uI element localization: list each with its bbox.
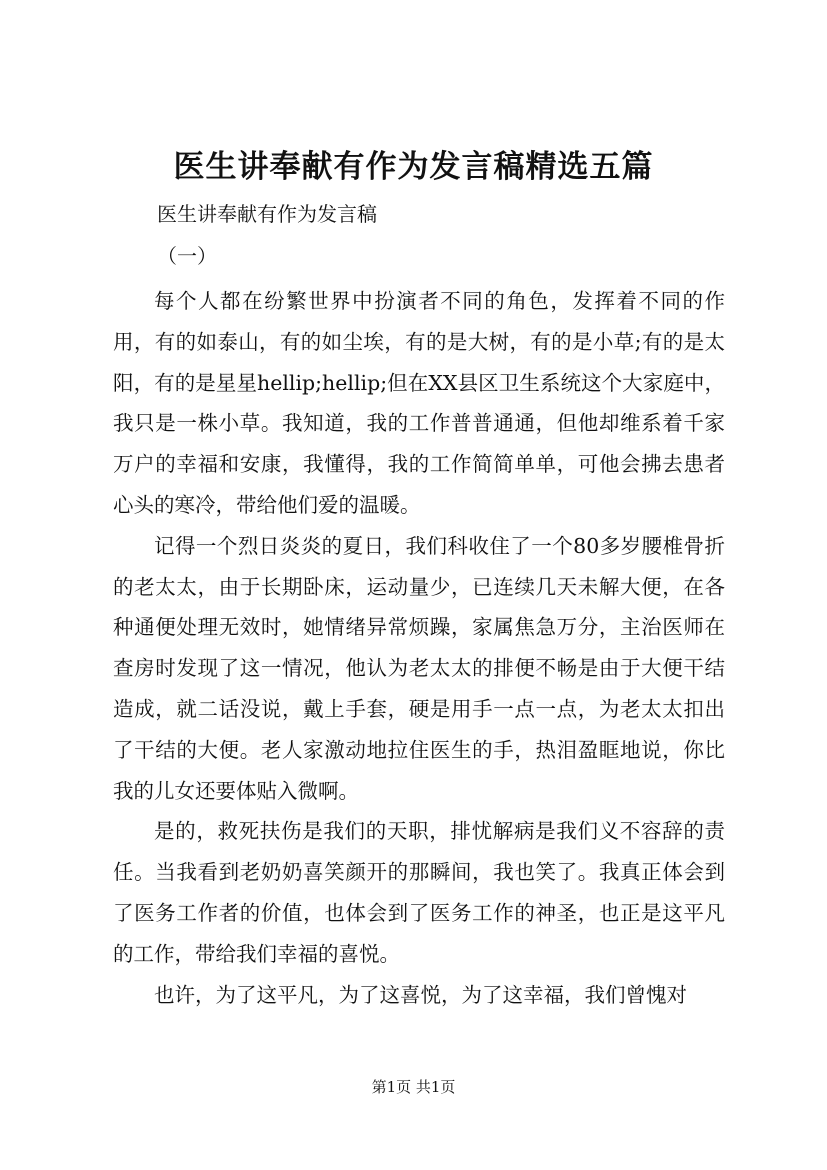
- paragraph: 每个人都在纷繁世界中扮演者不同的角色，发挥着不同的作用，有的如泰山，有的如尘埃，有的是大树，有的是小草;有的是太阳，有的是星星hellip;hellip;但在XX县区卫生系统这个大家庭中，我只是一株小草。我知道，我的工作普普通通，但他却维系着千家万户的幸福和安康，我懂得，我的工作简简单单，可他会拂去患者心头的寒冷，带给他们爱的温暖。: [113, 289, 725, 517]
- document-title: 医生讲奉献有作为发言稿精选五篇: [173, 149, 654, 185]
- page-footer: 第1页 共1页: [371, 1078, 456, 1096]
- document-subtitle: 医生讲奉献有作为发言稿: [157, 202, 377, 226]
- paragraph: 是的，救死扶伤是我们的天职，排忧解病是我们义不容辞的责任。当我看到老奶奶喜笑颜开的那瞬间，我也笑了。我真正体会到了医务工作者的价值，也体会到了医务工作的神圣，也正是这平凡的工作，带给我们幸福的喜悦。: [113, 819, 725, 966]
- paragraph: 也许，为了这平凡，为了这喜悦，为了这幸福，我们曾愧对: [154, 982, 687, 1007]
- document-body: [113, 281, 725, 1015]
- part-label: （一）: [157, 244, 217, 268]
- paragraph: 记得一个烈日炎炎的夏日，我们科收住了一个80多岁腰椎骨折的老太太，由于长期卧床，运动量少，已连续几天未解大便，在各种通便处理无效时，她情绪异常烦躁，家属焦急万分，主治医师在查房时发现了这一情况，他认为老太太的排便不畅是由于大便干结造成，就二话没说，戴上手套，硬是用手一点一点，为老太太扣出了干结的大便。老人家激动地拉住医生的手，热泪盈眶地说，你比我的儿女还要体贴入微啊。: [113, 533, 725, 803]
